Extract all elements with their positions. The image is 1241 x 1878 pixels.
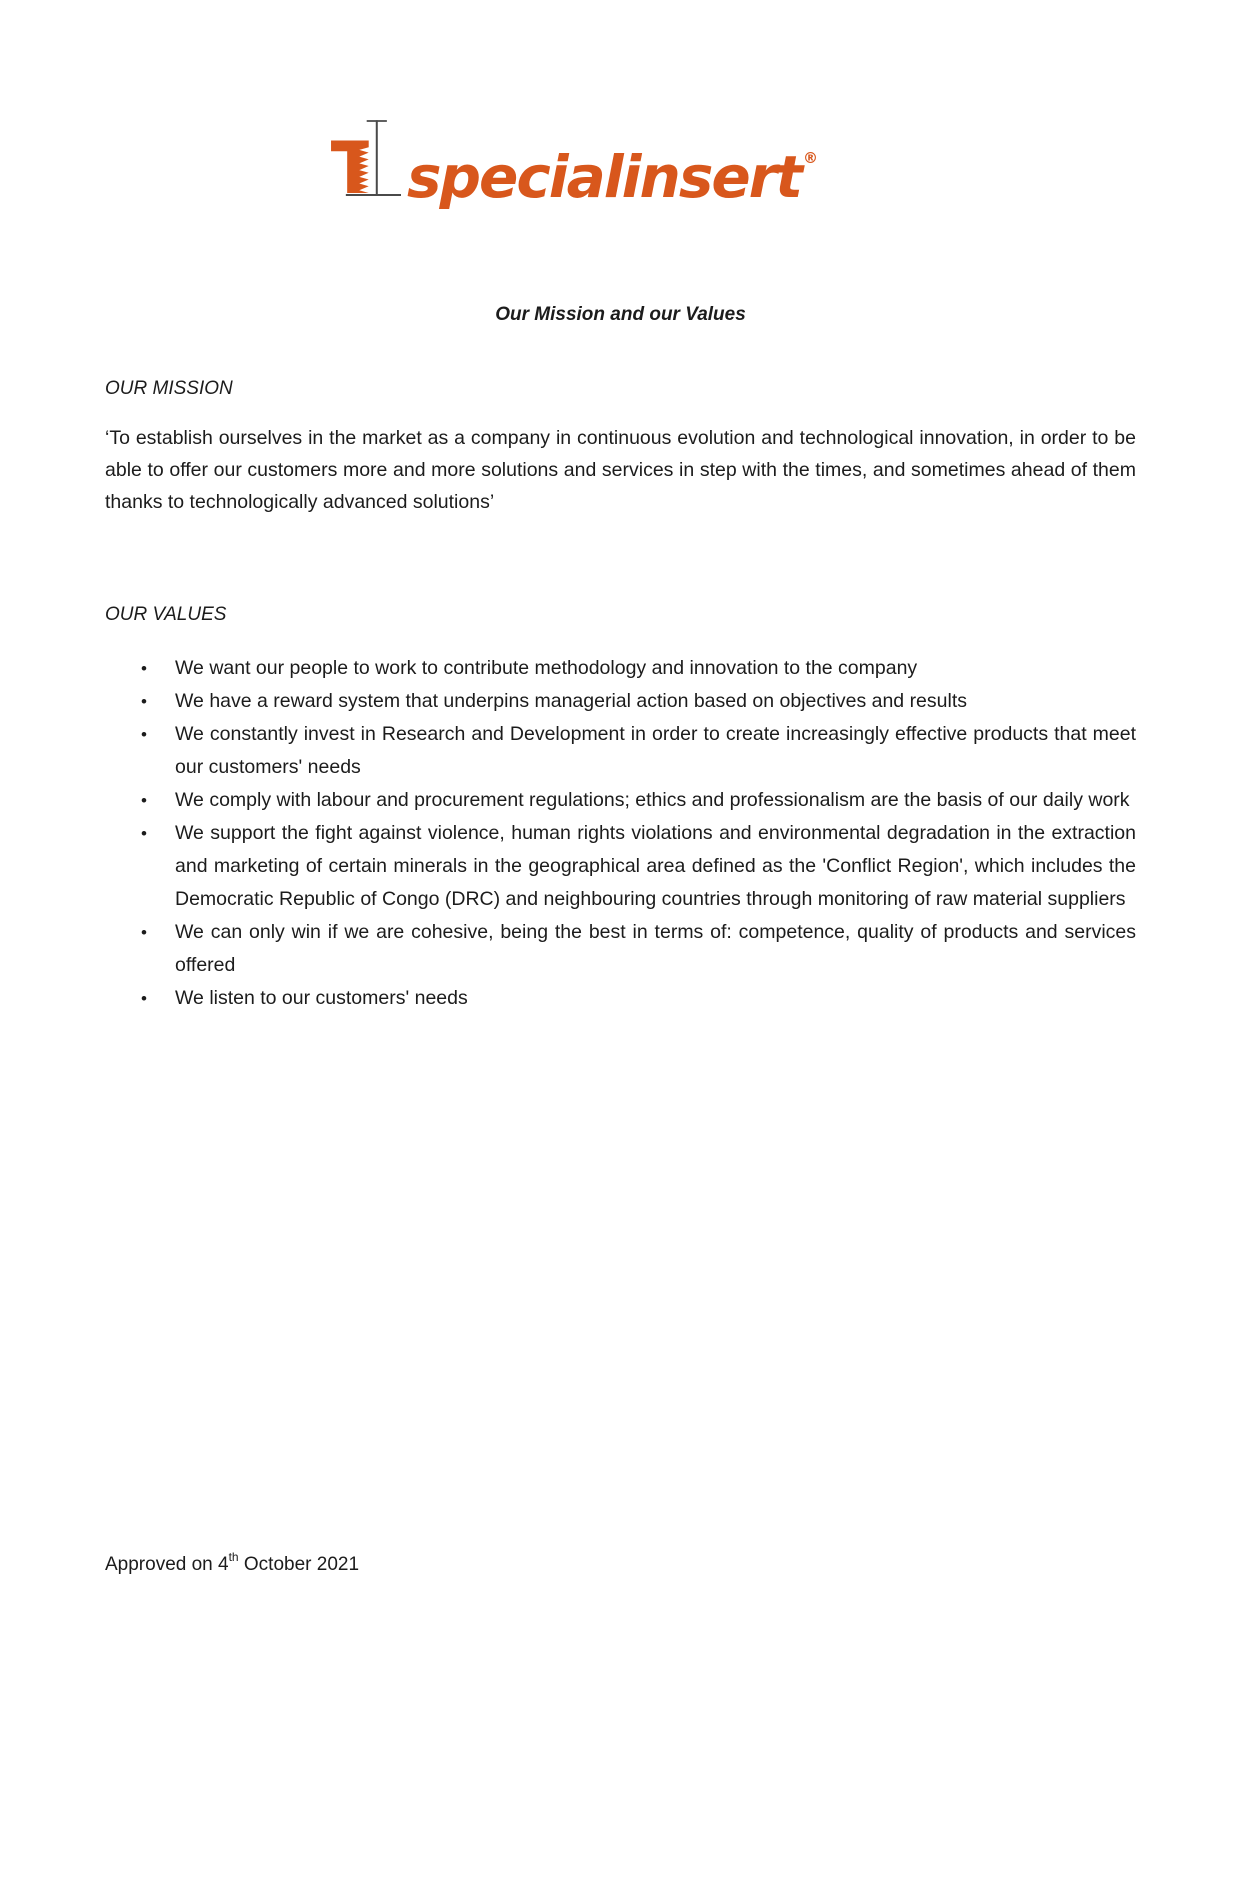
value-item-text: We constantly invest in Research and Development in order to create increasingly effective products that meet our customers' needs bbox=[175, 723, 1136, 778]
value-item bbox=[105, 685, 1136, 718]
value-item-text: We can only win if we are cohesive, being the best in terms of: competence, quality of products and services offered bbox=[175, 921, 1136, 976]
value-item bbox=[105, 718, 1136, 784]
approval-date-ordinal: th bbox=[228, 1550, 239, 1564]
value-item-text: We comply with labour and procurement regulations; ethics and professionalism are the basis of our daily work bbox=[175, 789, 1130, 811]
logo-wordmark-text: specialinsert bbox=[406, 143, 802, 211]
threaded-insert-icon bbox=[327, 116, 401, 204]
bullet-icon: • bbox=[141, 989, 147, 1008]
approval-date-prefix: Approved on 4 bbox=[105, 1554, 229, 1575]
approval-date bbox=[105, 1550, 359, 1576]
approval-date-suffix: October 2021 bbox=[238, 1554, 360, 1575]
bullet-icon: • bbox=[141, 923, 147, 942]
value-item-text: We support the fight against violence, human rights violations and environmental degradation in the extraction and marketing of certain minerals in the geographical area defined as the 'Conflict Region', which includes the Democratic Republic of Congo (DRC) and neighbouring countries through monitoring of raw material suppliers bbox=[175, 822, 1136, 910]
values-heading: OUR VALUES bbox=[105, 604, 227, 625]
values-list bbox=[105, 652, 1136, 1015]
value-item-text: We have a reward system that underpins managerial action based on objectives and results bbox=[175, 690, 967, 712]
logo-wordmark bbox=[407, 125, 818, 210]
value-item-text: We want our people to work to contribute methodology and innovation to the company bbox=[175, 657, 918, 679]
value-item bbox=[105, 817, 1136, 916]
value-item bbox=[105, 652, 1136, 685]
company-logo bbox=[57, 112, 1088, 211]
mission-paragraph: ‘To establish ourselves in the market as a company in continuous evolution and technological innovation, in order to be able to offer our customers more and more solutions and services in step with the times, and sometimes ahead of them thanks to technologically advanced solutions’ bbox=[105, 427, 1136, 513]
bullet-icon: • bbox=[141, 659, 147, 678]
value-item bbox=[105, 982, 1136, 1015]
bullet-icon: • bbox=[141, 791, 147, 810]
mission-heading: OUR MISSION bbox=[105, 378, 233, 399]
document-page bbox=[0, 112, 1241, 1878]
bullet-icon: • bbox=[141, 692, 147, 711]
value-item-text: We listen to our customers' needs bbox=[175, 987, 468, 1009]
value-item bbox=[105, 916, 1136, 982]
registered-trademark-icon: ® bbox=[803, 149, 819, 167]
value-item bbox=[105, 784, 1136, 817]
bullet-icon: • bbox=[141, 824, 147, 843]
bullet-icon: • bbox=[141, 725, 147, 744]
page-title: Our Mission and our Values bbox=[495, 304, 746, 325]
